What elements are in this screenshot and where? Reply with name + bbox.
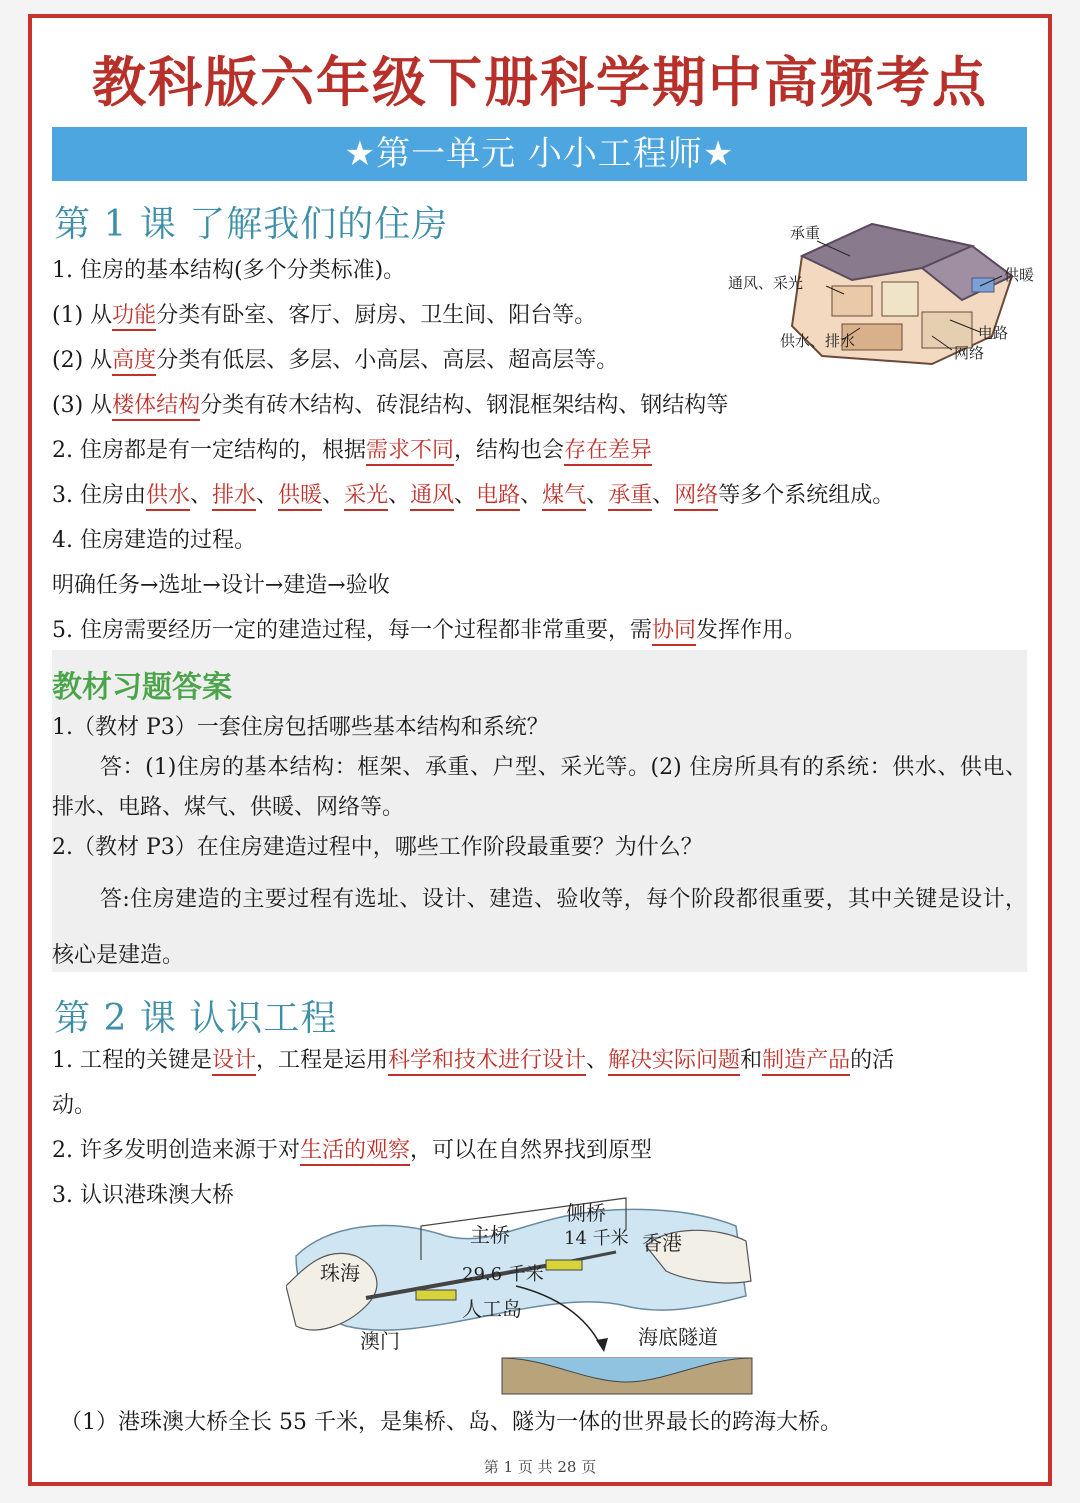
text-segment: ，结构也会 [454, 438, 565, 463]
lesson1-point-4: 4. 住房建造的过程。 [52, 528, 256, 553]
system-keyword: 承重 [608, 483, 652, 511]
separator: 、 [586, 483, 609, 508]
bridge-label-zhuhai: 珠海 [320, 1261, 360, 1285]
separator: 、 [256, 483, 279, 508]
text-segment: 分类有卧室、客厅、厨房、卫生间、阳台等。 [156, 303, 597, 328]
lesson1-point-2 [52, 436, 652, 466]
house-label-network: 网络 [954, 344, 985, 362]
house-label-water: 供水、排水 [780, 332, 856, 350]
bridge-label-macau: 澳门 [360, 1329, 400, 1353]
lesson1-point-5 [52, 616, 806, 646]
keyword-highlight: 功能 [112, 303, 156, 331]
lesson1-point-1-2 [52, 346, 618, 376]
lesson2-point-1-wrap: 动。 [52, 1093, 97, 1118]
bridge-label-main-bridge: 主桥 [470, 1223, 510, 1247]
system-keyword: 供暖 [278, 483, 322, 511]
exercise-question-2: 2.（教材 P3）在住房建造过程中，哪些工作阶段最重要？为什么？ [52, 835, 703, 860]
separator: 、 [454, 483, 477, 508]
systems-list [146, 483, 718, 511]
lesson2-title: 第 2 课 认识工程 [54, 998, 338, 1039]
system-keyword: 电路 [476, 483, 520, 511]
system-keyword: 通风 [410, 483, 454, 511]
lesson1-point-3 [52, 481, 894, 511]
keyword-highlight: 科学和技术进行设计 [388, 1048, 586, 1076]
text-segment: ，工程是运用 [256, 1048, 389, 1073]
keyword-highlight: 制造产品 [762, 1048, 850, 1076]
unit-banner: ★第一单元 小小工程师★ [52, 127, 1027, 181]
build-process-flow: 明确任务→选址→设计→建造→验收 [52, 573, 390, 598]
text-segment: 的活 [850, 1048, 895, 1073]
lesson1-title: 第 1 课 了解我们的住房 [54, 204, 449, 245]
house-label-heating: 供暖 [1004, 266, 1035, 284]
text-segment: ，可以在自然界找到原型 [410, 1138, 653, 1163]
lesson2-point-3: 3. 认识港珠澳大桥 [52, 1183, 234, 1208]
system-keyword: 排水 [212, 483, 256, 511]
separator: 、 [388, 483, 411, 508]
exercise-answer-2: 答:住房建造的主要过程有选址、设计、建造、验收等，每个阶段都很重要，其中关键是设计，核心是建造。 [52, 887, 1027, 968]
bridge-label-tunnel: 海底隧道 [638, 1325, 718, 1349]
keyword-highlight: 协同 [652, 618, 696, 646]
system-keyword: 供水 [146, 483, 190, 511]
lesson2-point-1 [52, 1046, 894, 1076]
keyword-highlight: 设计 [212, 1048, 256, 1076]
text-segment: 发挥作用。 [696, 618, 807, 643]
bridge-label-side-length: 14 千米 [564, 1228, 629, 1249]
text-segment: (1) 从 [52, 303, 113, 328]
text-segment: 等多个系统组成。 [718, 483, 895, 508]
text-segment: 5. 住房需要经历一定的建造过程，每一个过程都非常重要，需 [52, 618, 652, 643]
separator: 、 [520, 483, 543, 508]
text-segment: 3. 住房由 [52, 483, 146, 508]
system-keyword: 网络 [674, 483, 718, 511]
keyword-highlight: 楼体结构 [112, 393, 200, 421]
separator: 、 [652, 483, 675, 508]
house-label-ventilation: 通风、采光 [728, 274, 804, 292]
exercise-title: 教材习题答案 [52, 670, 232, 705]
exercise-question-1: 1.（教材 P3）一套住房包括哪些基本结构和系统？ [52, 715, 549, 740]
keyword-highlight: 需求不同 [366, 438, 454, 466]
page-title: 教科版六年级下册科学期中高频考点 [92, 51, 988, 114]
text-segment: 、 [586, 1048, 609, 1073]
lesson1-point-1-1 [52, 301, 596, 331]
lesson1-point-1: 1. 住房的基本结构(多个分类标准)。 [52, 258, 406, 283]
text-segment: (3) 从 [52, 393, 113, 418]
system-keyword: 煤气 [542, 483, 586, 511]
house-label-bearing: 承重 [790, 224, 821, 242]
text-segment: 2. 住房都是有一定结构的，根据 [52, 438, 366, 463]
bridge-illustration [286, 1186, 756, 1402]
separator: 、 [190, 483, 213, 508]
bridge-label-island: 人工岛 [462, 1297, 522, 1321]
keyword-highlight: 高度 [112, 348, 156, 376]
exercise-answer-1: 答：(1)住房的基本结构：框架、承重、户型、采光等。(2) 住房所具有的系统：供水、供电、排水、电路、煤气、供暖、网络等。 [52, 755, 1027, 820]
house-label-circuit: 电路 [978, 324, 1009, 342]
text-segment: 分类有低层、多层、小高层、高层、超高层等。 [156, 348, 619, 373]
text-segment: 2. 许多发明创造来源于对 [52, 1138, 300, 1163]
bridge-label-hongkong: 香港 [642, 1231, 682, 1255]
text-segment: 分类有砖木结构、砖混结构、钢混框架结构、钢结构等 [200, 393, 729, 418]
text-segment: 和 [740, 1048, 763, 1073]
separator: 、 [322, 483, 345, 508]
bridge-label-side-bridge: 侧桥 [566, 1201, 606, 1225]
text-segment: 1. 工程的关键是 [52, 1048, 212, 1073]
house-illustration [722, 216, 1042, 372]
keyword-highlight: 解决实际问题 [608, 1048, 740, 1076]
lesson2-point-3-1: （1）港珠澳大桥全长 55 千米，是集桥、岛、隧为一体的世界最长的跨海大桥。 [60, 1410, 842, 1435]
bridge-label-main-length: 29.6 千米 [462, 1264, 544, 1285]
keyword-highlight: 生活的观察 [300, 1138, 410, 1166]
system-keyword: 采光 [344, 483, 388, 511]
page-number: 第 1 页 共 28 页 [483, 1458, 597, 1476]
text-segment: (2) 从 [52, 348, 113, 373]
lesson1-point-1-3 [52, 391, 728, 421]
keyword-highlight: 存在差异 [564, 438, 652, 466]
lesson2-point-2 [52, 1136, 652, 1166]
